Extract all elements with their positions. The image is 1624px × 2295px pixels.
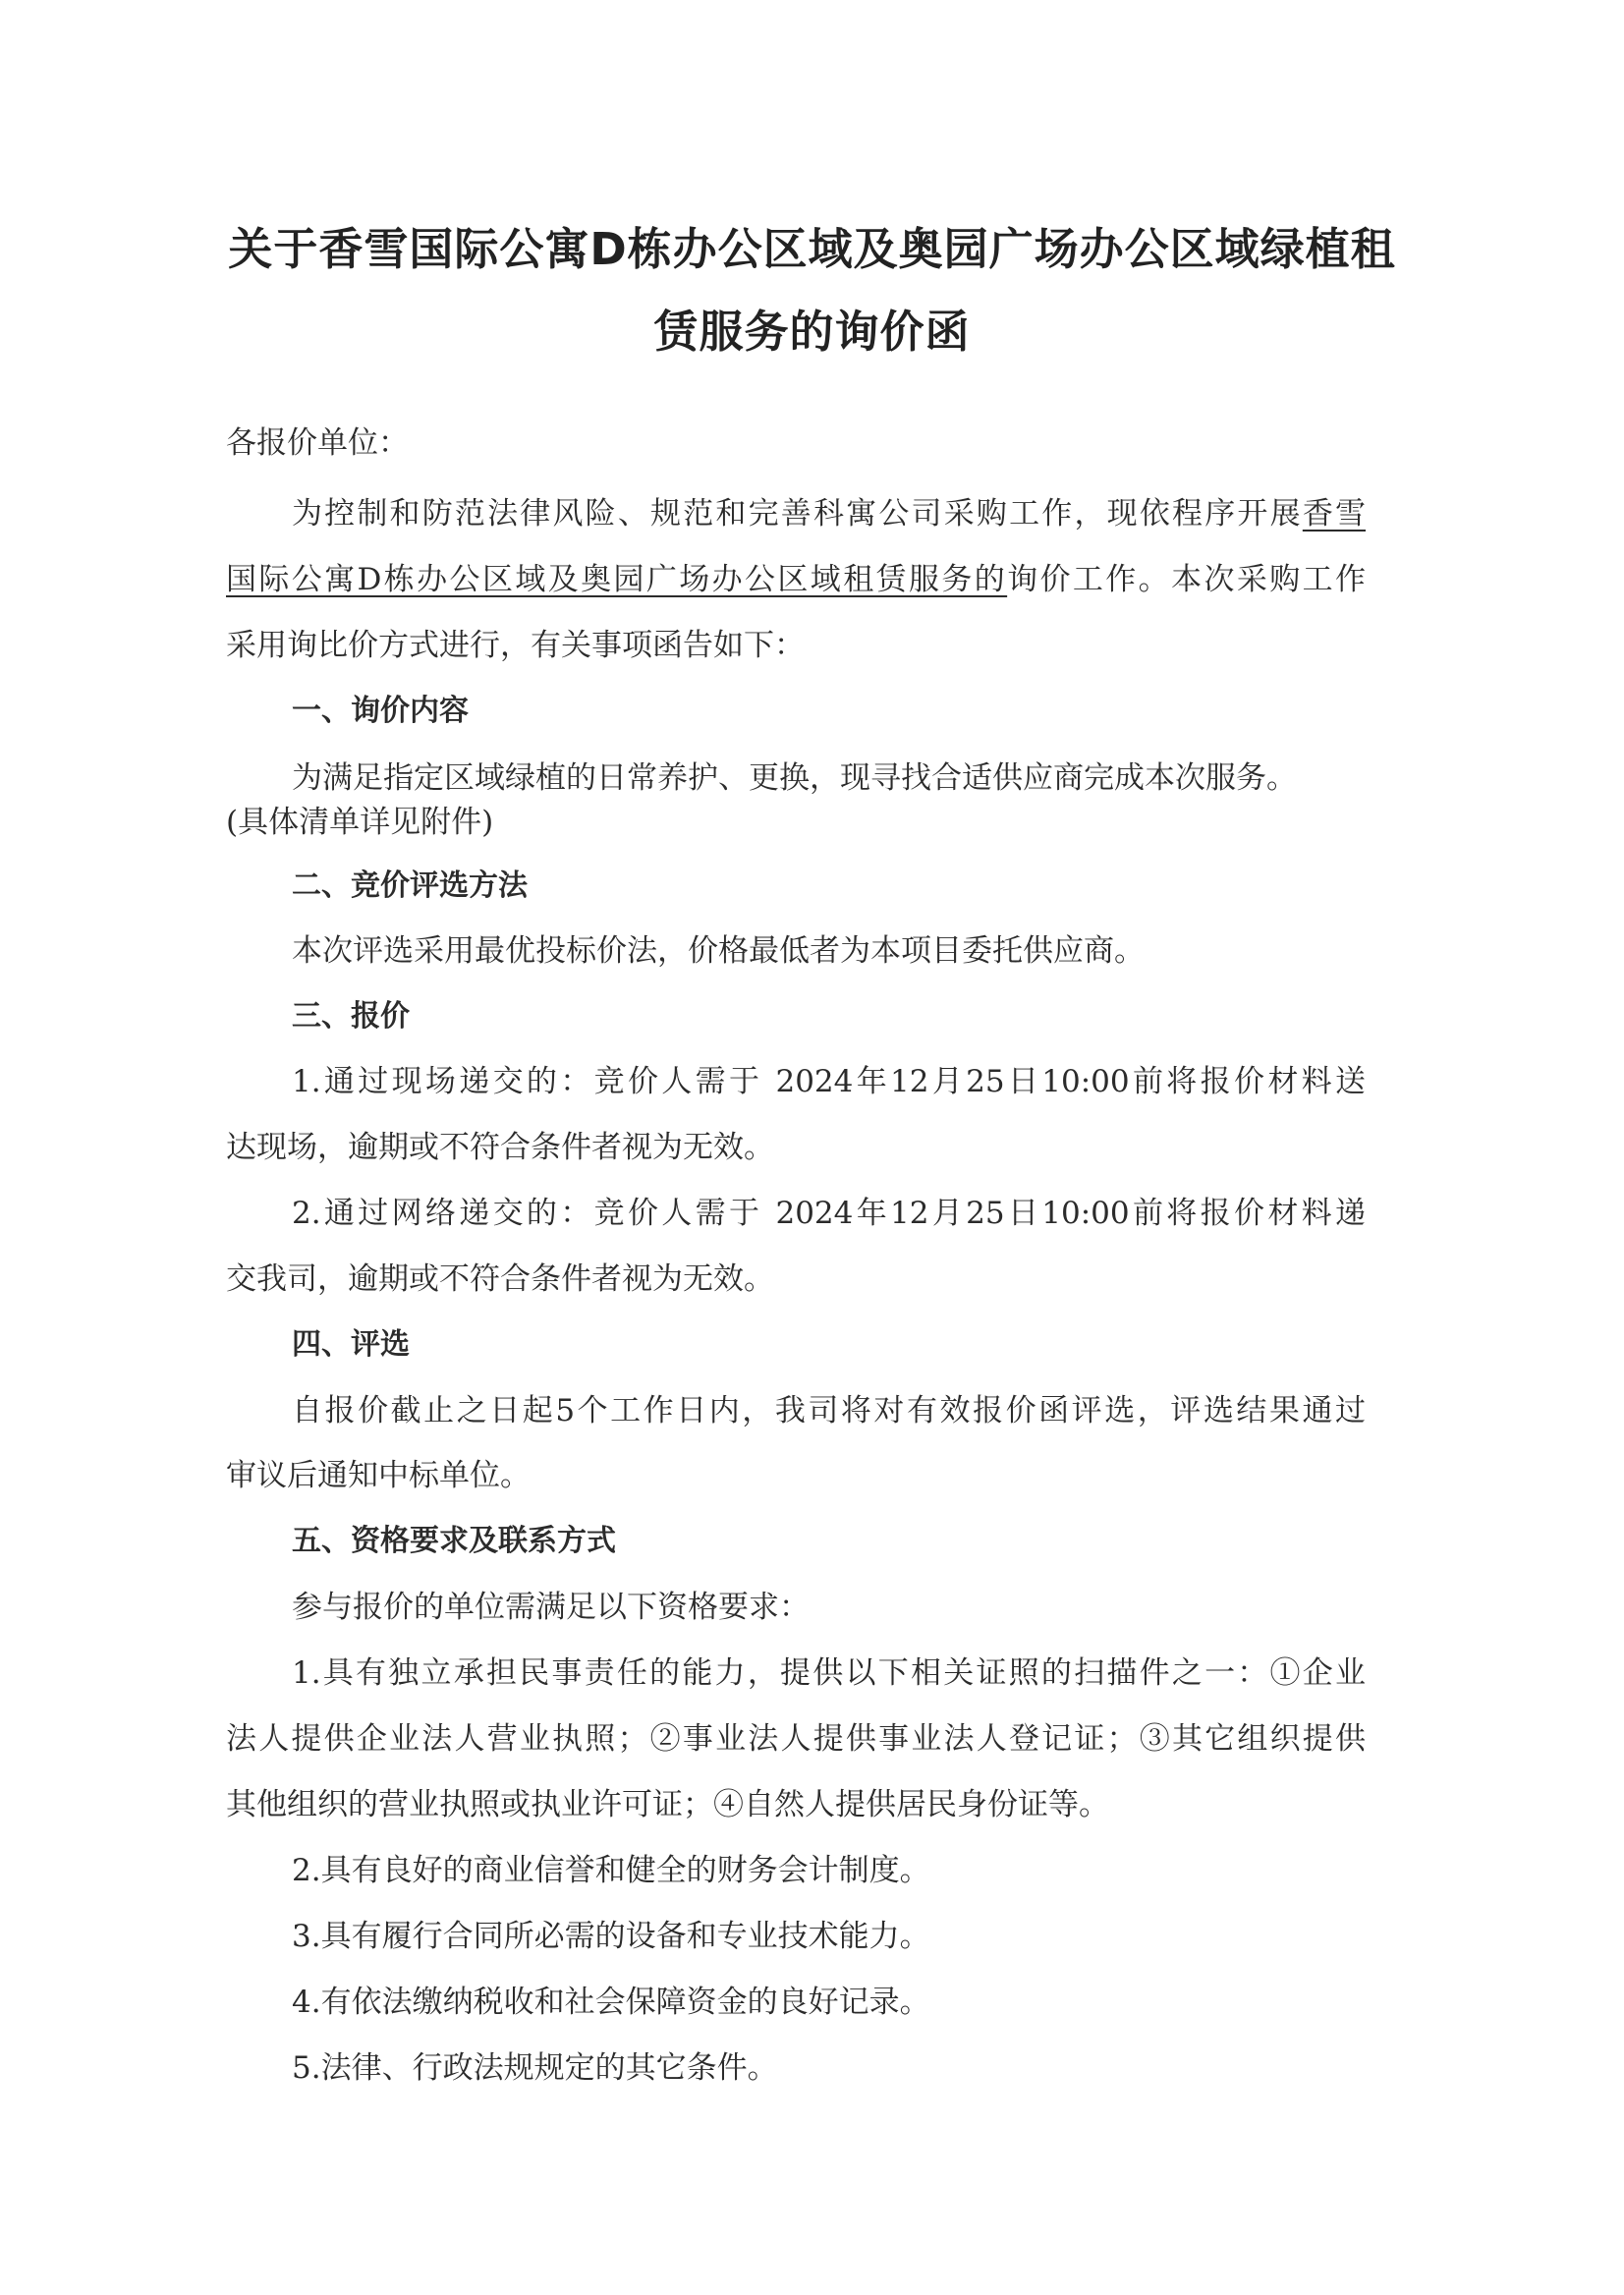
document-title (196, 208, 1428, 373)
intro-line-1 (292, 494, 1366, 533)
section-4-heading: 四、评选 (292, 1327, 410, 1362)
requirement-5: 5.法律、行政法规规定的其它条件。 (292, 2050, 778, 2086)
section-2-text: 本次评选采用最优投标价法，价格最低者为本项目委托供应商。 (292, 933, 1145, 969)
section-4-line-1: 自报价截止之日起5个工作日内，我司将对有效报价函评选，评选结果通过 (292, 1393, 1366, 1428)
section-5-intro: 参与报价的单位需满足以下资格要求： (292, 1590, 810, 1625)
intro-project-name-2: 国际公寓D栋办公区域及奥园广场办公区域租赁服务的 (226, 562, 1008, 597)
section-1-heading: 一、询价内容 (292, 694, 469, 728)
section-4-line-2: 审议后通知中标单位。 (226, 1458, 531, 1493)
section-3-item-2-line-1: 2.通过网络递交的：竞价人需于 2024年12月25日10:00前将报价材料递 (292, 1196, 1366, 1231)
section-3-heading: 三、报价 (292, 999, 410, 1034)
section-2-heading: 二、竞价评选方法 (292, 868, 528, 903)
requirement-1-line-1: 1.具有独立承担民事责任的能力，提供以下相关证照的扫描件之一：①企业 (292, 1655, 1366, 1691)
section-1-note: (具体清单详见附件) (226, 805, 494, 840)
section-3-item-1-line-2: 达现场，逾期或不符合条件者视为无效。 (226, 1130, 774, 1165)
section-5-heading: 五、资格要求及联系方式 (292, 1524, 616, 1558)
requirement-1-line-2: 法人提供企业法人营业执照；②事业法人提供事业法人登记证；③其它组织提供 (226, 1721, 1366, 1757)
section-1-text: 为满足指定区域绿植的日常养护、更换，现寻找合适供应商完成本次服务。 (292, 760, 1297, 796)
intro-line-3: 采用询比价方式进行，有关事项函告如下： (226, 628, 805, 663)
requirement-3: 3.具有履行合同所必需的设备和专业技术能力。 (292, 1919, 930, 1954)
intro-line-2 (226, 560, 1366, 599)
requirement-1-line-3: 其他组织的营业执照或执业许可证；④自然人提供居民身份证等。 (226, 1787, 1109, 1822)
section-3-item-1-line-1: 1.通过现场递交的：竞价人需于 2024年12月25日10:00前将报价材料送 (292, 1064, 1366, 1099)
intro-text-2: 询价工作。本次采购工作 (1007, 562, 1367, 597)
section-3-item-2-line-2: 交我司，逾期或不符合条件者视为无效。 (226, 1261, 774, 1297)
title-line-1: 关于香雪国际公寓D栋办公区域及奥园广场办公区域绿植租 (228, 223, 1396, 275)
title-line-2: 赁服务的询价函 (653, 306, 971, 358)
intro-project-name-1: 香雪 (1302, 496, 1366, 532)
salutation: 各报价单位： (226, 425, 409, 461)
requirement-4: 4.有依法缴纳税收和社会保障资金的良好记录。 (292, 1985, 930, 2020)
intro-text-1: 为控制和防范法律风险、规范和完善科寓公司采购工作，现依程序开展 (292, 496, 1303, 532)
requirement-2: 2.具有良好的商业信誉和健全的财务会计制度。 (292, 1853, 930, 1888)
